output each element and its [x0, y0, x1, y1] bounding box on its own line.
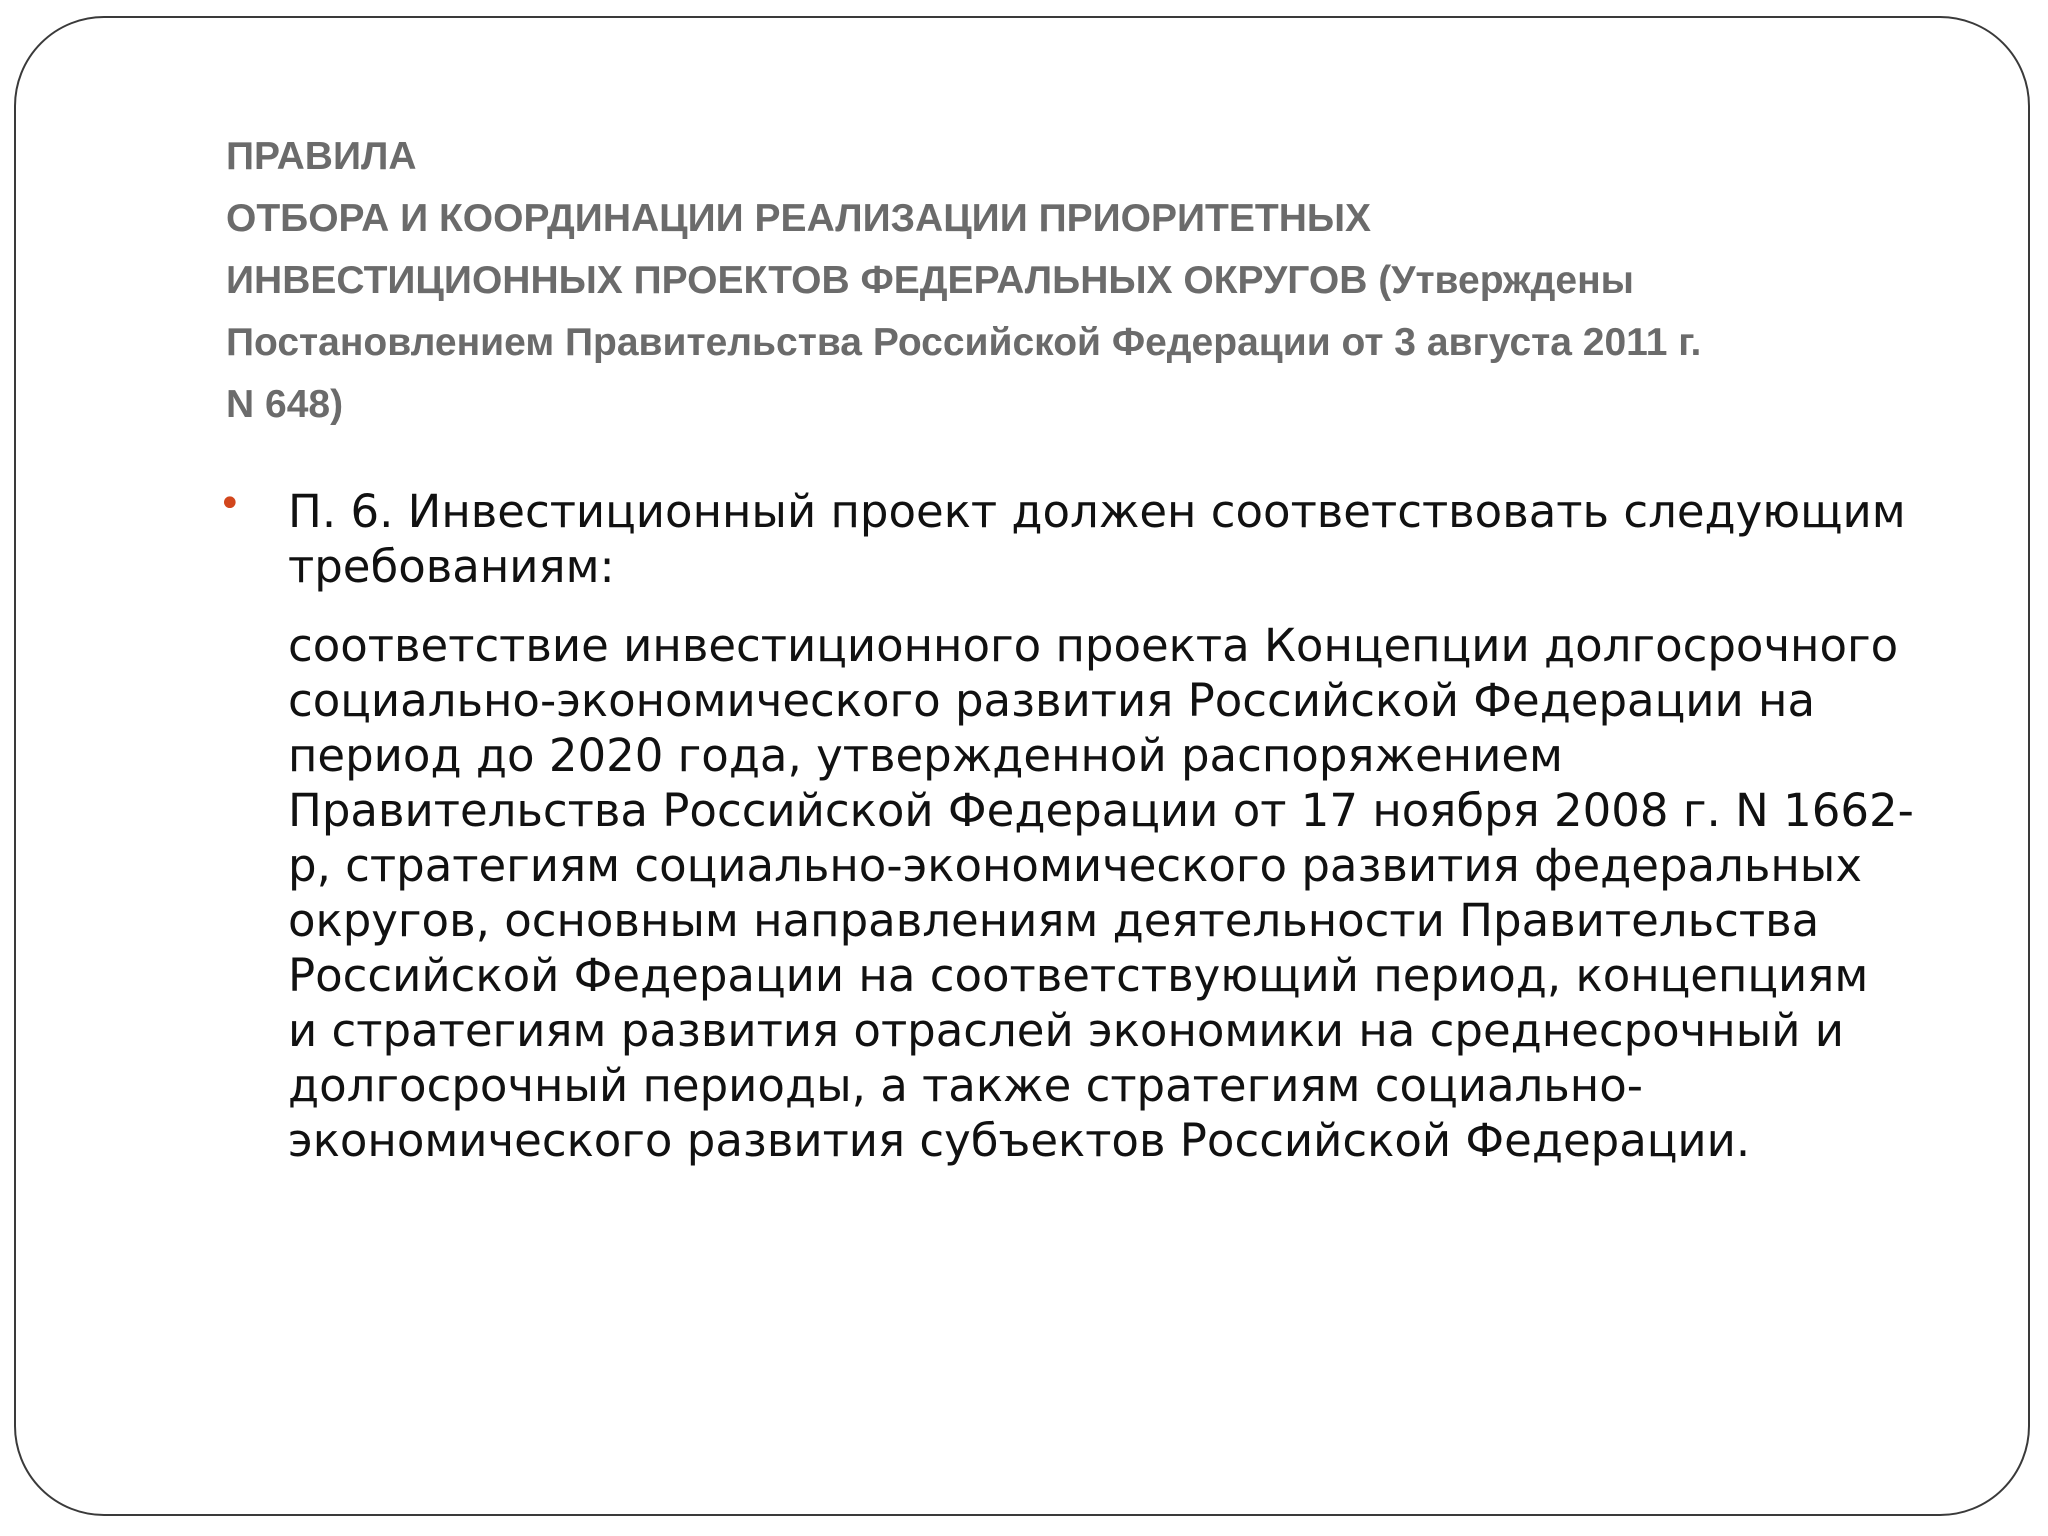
paragraph-line: Российской Федерации на соответствующий период, концепциям — [288, 949, 1869, 1002]
paragraph-line: и стратегиям развития отраслей экономики на среднесрочный и — [288, 1004, 1845, 1057]
bullet-line: требованиям: — [288, 540, 615, 593]
paragraph-line: Правительства Российской Федерации от 17 ноября 2008 г. N 1662- — [288, 784, 1914, 837]
paragraph-line: р, стратегиям социально-экономического развития федеральных — [288, 839, 1862, 892]
paragraph-line: долгосрочный периоды, а также стратегиям социально- — [288, 1059, 1643, 1112]
bullet-item — [288, 484, 1968, 594]
paragraph-line: экономического развития субъектов Российской Федерации. — [288, 1114, 1751, 1167]
paragraph-line: период до 2020 года, утвержденной распоряжением — [288, 729, 1563, 782]
paragraph-line: соответствие инвестиционного проекта Концепции долгосрочного — [288, 619, 1899, 672]
title-line: Постановлением Правительства Российской Федерации от 3 августа 2011 г. — [226, 321, 1702, 364]
title-line: ПРАВИЛА — [226, 135, 417, 178]
title-line: ИНВЕСТИЦИОННЫХ ПРОЕКТОВ ФЕДЕРАЛЬНЫХ ОКРУГОВ (Утверждены — [226, 259, 1634, 302]
slide-title — [226, 126, 1966, 436]
paragraph-line: социально-экономического развития Российской Федерации на — [288, 674, 1816, 727]
bullet-icon: • — [218, 481, 242, 527]
body-paragraph — [288, 618, 1968, 1168]
title-line: ОТБОРА И КООРДИНАЦИИ РЕАЛИЗАЦИИ ПРИОРИТЕТНЫХ — [226, 197, 1372, 240]
bullet-line: П. 6. Инвестиционный проект должен соответствовать следующим — [288, 485, 1906, 538]
paragraph-line: округов, основным направлениям деятельности Правительства — [288, 894, 1820, 947]
title-line: N 648) — [226, 383, 344, 426]
